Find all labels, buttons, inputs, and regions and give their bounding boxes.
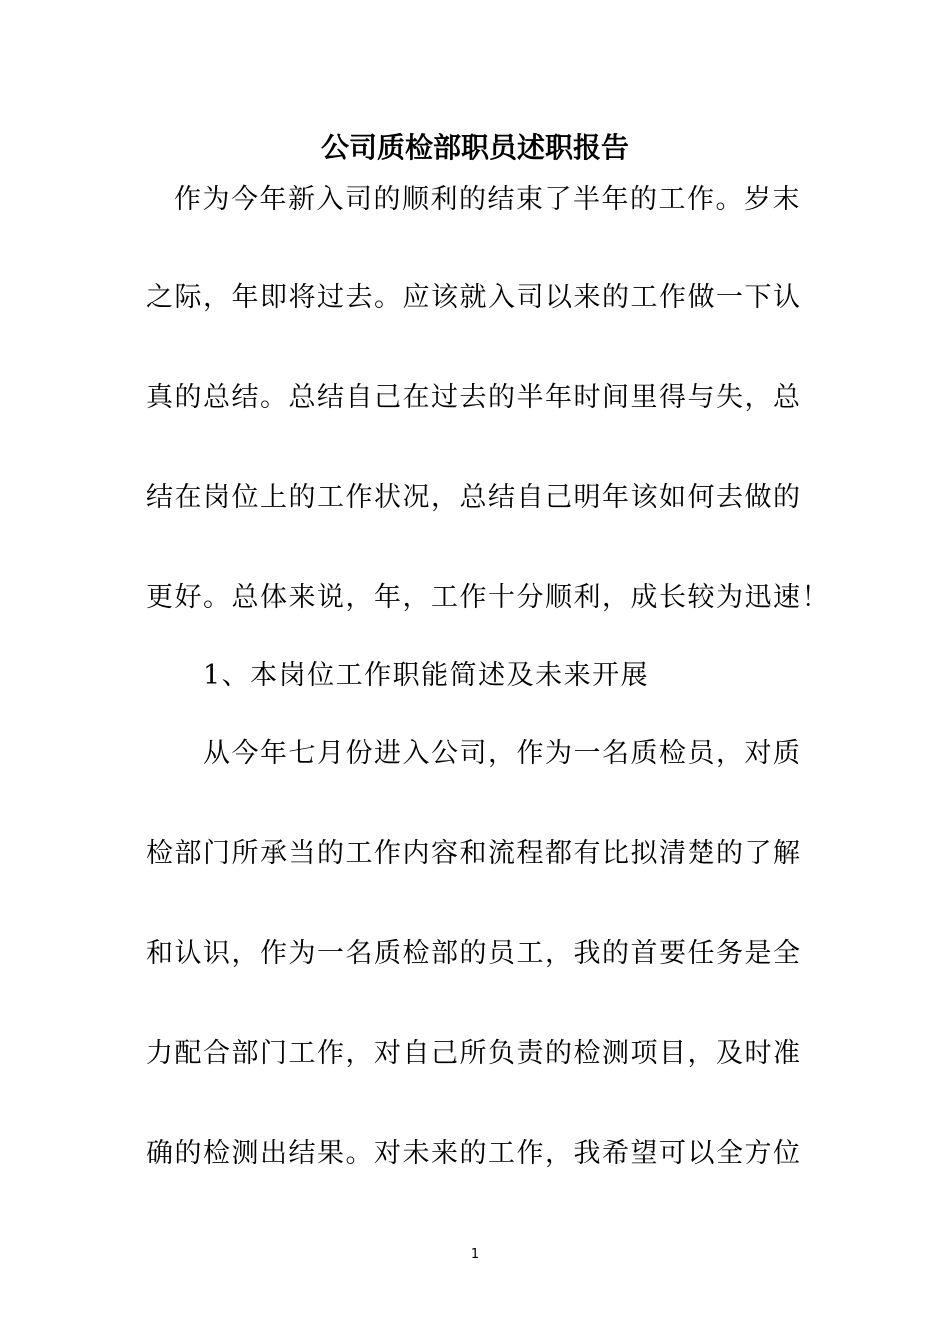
page-number: 1 bbox=[470, 1247, 480, 1262]
paragraph-line: 作为今年新入司的顺利的结束了半年的工作。岁末 bbox=[174, 184, 801, 215]
paragraph-line: 确的检测出结果。对未来的工作，我希望可以全方位 bbox=[146, 1138, 802, 1169]
section-heading: 1、本岗位工作职能简述及未来开展 bbox=[203, 660, 650, 691]
paragraph-line: 从今年七月份进入公司，作为一名质检员，对质 bbox=[203, 738, 802, 769]
paragraph-line: 力配合部门工作，对自己所负责的检测项目，及时准 bbox=[146, 1038, 802, 1069]
paragraph-line: 更好。总体来说，年，工作十分顺利，成长较为迅速！ bbox=[146, 582, 830, 613]
paragraph-line: 检部门所承当的工作内容和流程都有比拟清楚的了解 bbox=[146, 838, 802, 869]
document-title: 公司质检部职员述职报告 bbox=[320, 131, 629, 164]
paragraph-line: 结在岗位上的工作状况，总结自己明年该如何去做的 bbox=[146, 482, 802, 513]
paragraph-line: 和认识，作为一名质检部的员工，我的首要任务是全 bbox=[146, 938, 802, 969]
paragraph-line: 真的总结。总结自己在过去的半年时间里得与失，总 bbox=[146, 382, 802, 413]
paragraph-line: 之际，年即将过去。应该就入司以来的工作做一下认 bbox=[146, 282, 802, 313]
